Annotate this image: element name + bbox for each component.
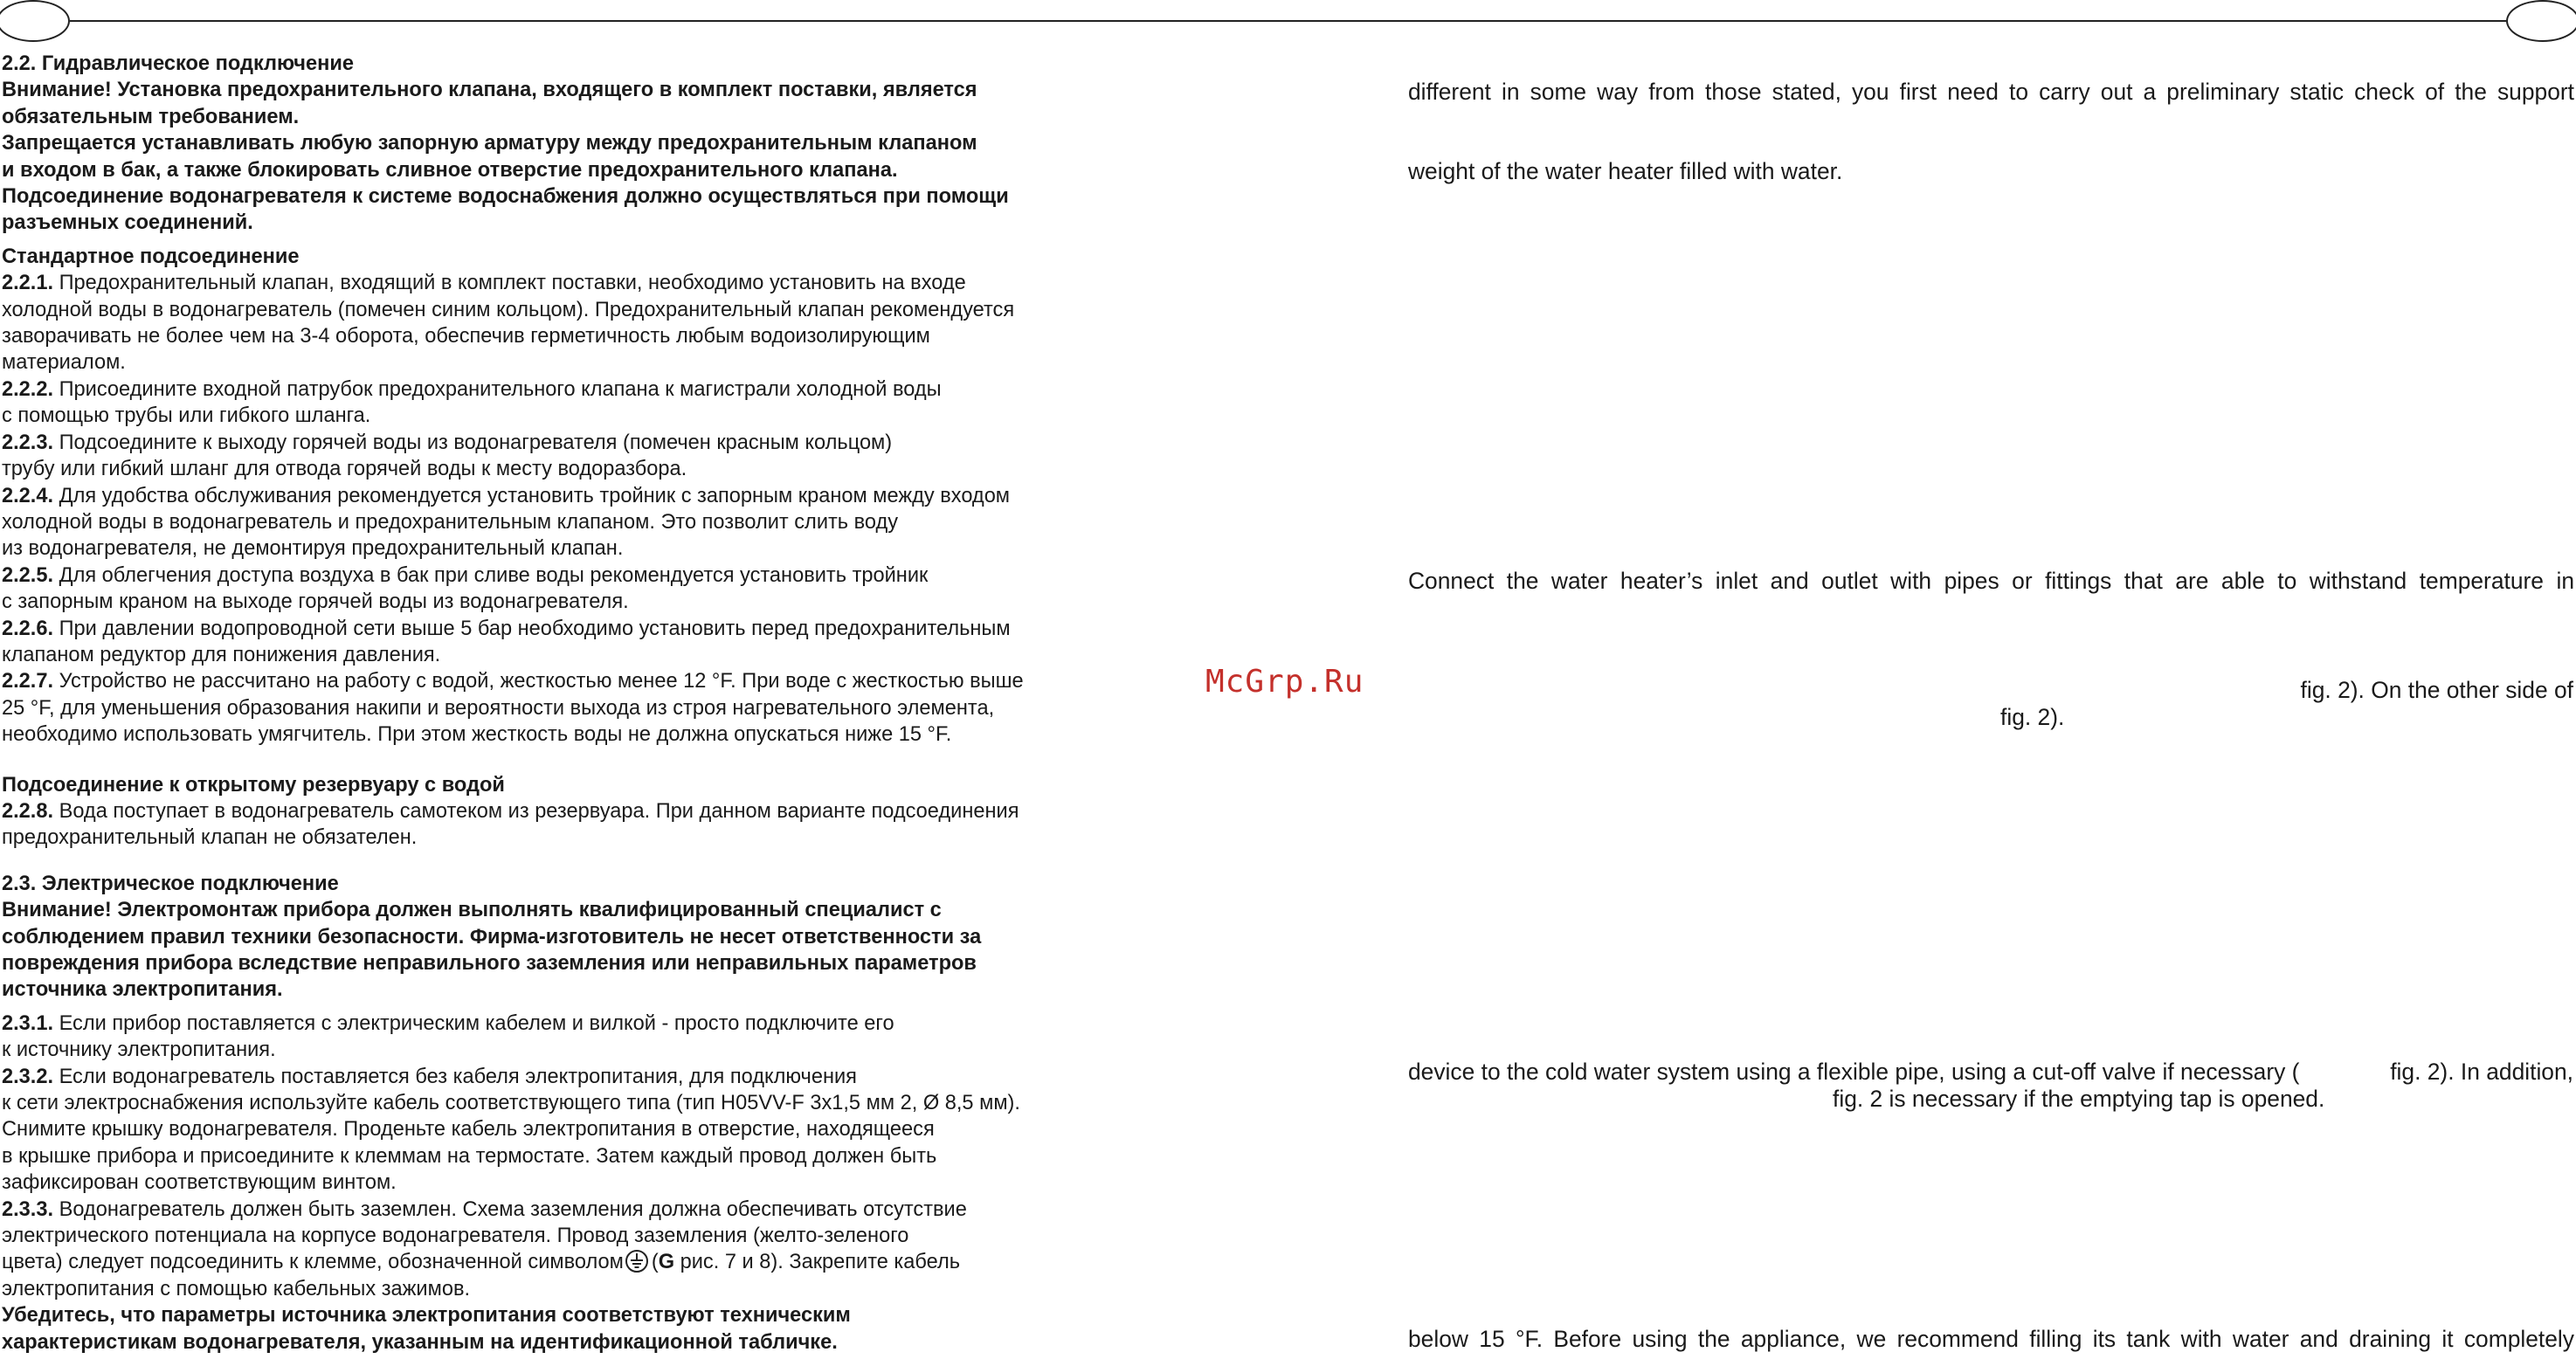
ground-symbol-icon: [625, 1250, 648, 1273]
english-line: device to the cold water system using a flexible pipe, using a cut-off valve if necessary (: [1408, 1059, 2300, 1085]
warning-line: и входом в бак, а также блокировать сливное отверстие предохранительного клапана.: [2, 158, 898, 182]
paragraph-line: электропитания с помощью кабельных зажимов.: [2, 1277, 471, 1300]
warning-line: разъемных соединений.: [2, 211, 253, 235]
paragraph-line: 25 °F, для уменьшения образования накипи и вероятности выхода из строя нагревательного элемента,: [2, 696, 995, 720]
english-line: fig. 2).: [2000, 704, 2065, 730]
english-line: fig. 2). In addition,: [2390, 1059, 2573, 1085]
warning-line: Внимание! Установка предохранительного клапана, входящего в комплект поставки, является: [2, 79, 977, 102]
paragraph-line: необходимо использовать умягчитель. При этом жесткость воды не должна опускаться ниже 15 °F.: [2, 723, 952, 747]
section-heading-electrical: 2.3. Электрическое подключение: [2, 872, 339, 895]
paragraph-line: клапаном редуктор для понижения давления.: [2, 643, 441, 666]
section-heading-hydraulic: 2.2. Гидравлическое подключение: [2, 52, 354, 75]
paragraph-line: холодной воды в водонагреватель (помечен синим кольцом). Предохранительный клапан рекомендуется: [2, 298, 1015, 321]
warning-line: соблюдением правил техники безопасности. Фирма-изготовитель не несет ответственности за: [2, 925, 982, 949]
paragraph-line: к сети электроснабжения используйте кабель соответствующего типа (тип H05VV-F 3x1,5 мм 2, Ø 8,5 мм).: [2, 1092, 1020, 1115]
paragraph-2-3-2: 2.3.2. Если водонагреватель поставляется без кабеля электропитания, для подключения: [2, 1065, 857, 1088]
paragraph-2-2-4: 2.2.4. Для удобства обслуживания рекомендуется установить тройник с запорным краном между входом: [2, 484, 1011, 507]
warning-line: источника электропитания.: [2, 978, 283, 1002]
warning-line: обязательным требованием.: [2, 105, 300, 128]
paragraph-line: материалом.: [2, 351, 126, 375]
paragraph-line: с помощью трубы или гибкого шланга.: [2, 404, 371, 428]
paragraph-2-2-5: 2.2.5. Для облегчения доступа воздуха в бак при сливе воды рекомендуется установить тройник: [2, 563, 929, 587]
paragraph-line: электрического потенциала на корпусе водонагревателя. Провод заземления (желто-зеленого: [2, 1225, 909, 1248]
paragraph-line: предохранительный клапан не обязателен.: [2, 826, 418, 850]
header-rule: [70, 20, 2506, 22]
header-oval-right: [2506, 0, 2576, 42]
paragraph-line: Снимите крышку водонагревателя. Проденьте кабель электропитания в отверстие, находящееся: [2, 1118, 935, 1142]
warning-line: Внимание! Электромонтаж прибора должен выполнять квалифицированный специалист с: [2, 899, 942, 922]
warning-line: Запрещается устанавливать любую запорную арматуру между предохранительным клапаном: [2, 132, 977, 155]
subheading-open-tank: Подсоединение к открытому резервуару с водой: [2, 773, 505, 797]
final-note: Убедитесь, что параметры источника электропитания соответствуют техническим: [2, 1304, 851, 1328]
paragraph-line: в крышке прибора и присоедините к клеммам на термостате. Затем каждый провод должен быть: [2, 1144, 937, 1168]
paragraph-line: к источнику электропитания.: [2, 1038, 276, 1062]
paragraph-2-2-1: 2.2.1. Предохранительный клапан, входящий в комплект поставки, необходимо установить на входе: [2, 272, 966, 295]
english-line: weight of the water heater filled with water.: [1408, 158, 1843, 184]
english-line: fig. 2 is necessary if the emptying tap is opened.: [1833, 1086, 2325, 1112]
paragraph-line: зафиксирован соответствующим винтом.: [2, 1171, 397, 1195]
paragraph-2-2-3: 2.2.3. Подсоедините к выходу горячей воды из водонагревателя (помечен красным кольцом): [2, 431, 893, 454]
paragraph-2-2-7: 2.2.7. Устройство не рассчитано на работу с водой, жесткостью менее 12 °F. При воде с жесткостью выше: [2, 670, 1024, 693]
paragraph-line: цвета) следует подсоединить к клемме, обозначенной символом (G рис. 7 и 8). Закрепите кабель: [2, 1251, 961, 1274]
paragraph-line: из водонагревателя, не демонтируя предохранительный клапан.: [2, 537, 624, 561]
paragraph-line: заворачивать не более чем на 3-4 оборота, обеспечив герметичность любым водоизолирующим: [2, 325, 930, 348]
english-line: Connect the water heater’s inlet and outlet with pipes or fittings that are able to withstand temperature in: [1408, 568, 2574, 594]
header-oval-left: [0, 0, 70, 42]
subheading-standard: Стандартное подсоединение: [2, 245, 300, 268]
paragraph-2-2-8: 2.2.8. Вода поступает в водонагреватель самотеком из резервуара. При данном варианте подсоединения: [2, 799, 1019, 823]
paragraph-line: холодной воды в водонагреватель и предохранительным клапаном. Это позволит слить воду: [2, 510, 899, 534]
english-line: different in some way from those stated, you first need to carry out a preliminary static check of the support: [1408, 79, 2574, 105]
paragraph-line: трубу или гибкий шланг для отвода горячей воды к месту водоразбора.: [2, 458, 687, 481]
warning-line: Подсоединение водонагревателя к системе водоснабжения должно осуществляться при помощи: [2, 185, 1009, 209]
paragraph-2-2-6: 2.2.6. При давлении водопроводной сети выше 5 бар необходимо установить перед предохранительным: [2, 617, 1011, 640]
paragraph-2-3-1: 2.3.1. Если прибор поставляется с электрическим кабелем и вилкой - просто подключите его: [2, 1011, 894, 1035]
paragraph-2-2-2: 2.2.2. Присоедините входной патрубок предохранительного клапана к магистрали холодной воды: [2, 377, 942, 401]
english-line: below 15 °F. Before using the appliance, we recommend filling its tank with water and draining it completely: [1408, 1326, 2574, 1352]
english-line: fig. 2). On the other side of: [2300, 677, 2573, 703]
russian-column: [2, 51, 1190, 1356]
paragraph-2-3-3: 2.3.3. Водонагреватель должен быть заземлен. Схема заземления должна обеспечивать отсутствие: [2, 1197, 967, 1221]
final-note: характеристикам водонагревателя, указанным на идентификационной табличке.: [2, 1330, 838, 1354]
paragraph-line: с запорным краном на выходе горячей воды из водонагревателя.: [2, 590, 629, 614]
watermark: McGrp.Ru: [1205, 664, 1364, 700]
warning-line: повреждения прибора вследствие неправильного заземления или неправильных параметров: [2, 952, 977, 975]
